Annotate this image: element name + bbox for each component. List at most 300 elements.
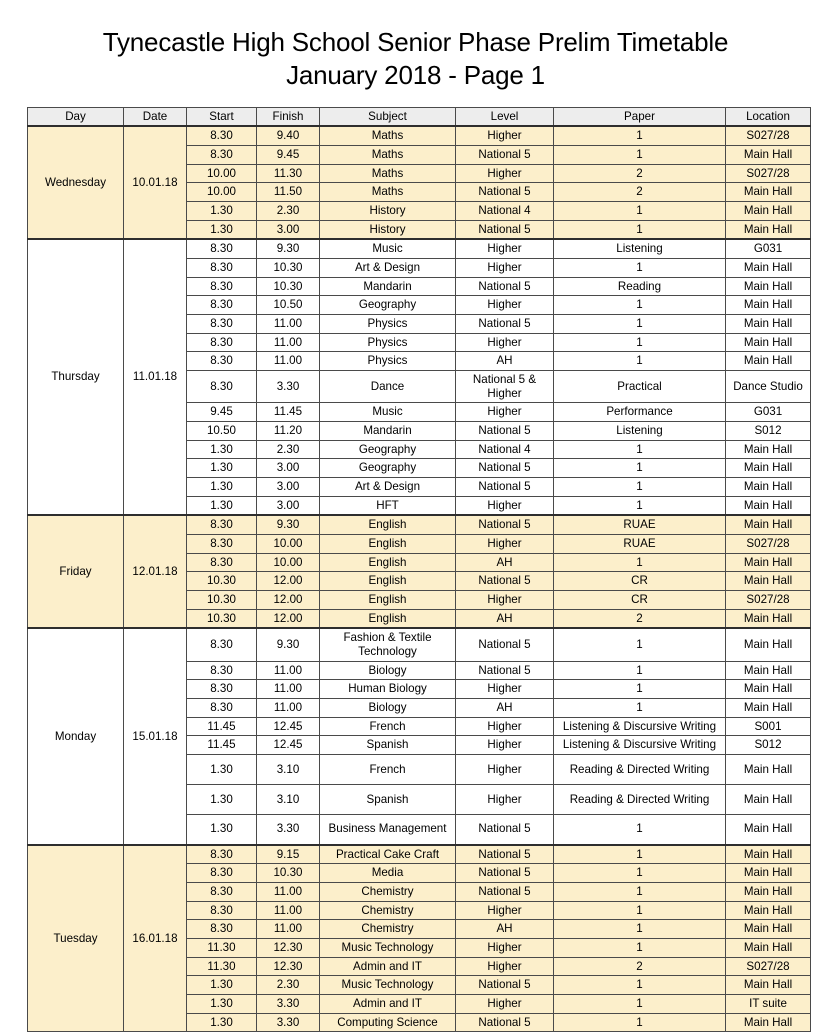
day-label: Thursday: [28, 239, 124, 515]
exam-paper: 1: [554, 661, 726, 680]
exam-paper: 1: [554, 815, 726, 845]
column-header-date: Date: [124, 107, 187, 126]
exam-finish-time: 12.00: [257, 591, 320, 610]
exam-location: Main Hall: [726, 882, 811, 901]
exam-start-time: 8.30: [187, 699, 257, 718]
exam-finish-time: 10.00: [257, 553, 320, 572]
exam-location: Main Hall: [726, 661, 811, 680]
exam-level: National 5: [456, 1013, 554, 1032]
exam-start-time: 8.30: [187, 352, 257, 371]
exam-subject: Physics: [320, 333, 456, 352]
exam-paper: Listening & Discursive Writing: [554, 736, 726, 755]
exam-location: Dance Studio: [726, 370, 811, 402]
exam-finish-time: 11.20: [257, 421, 320, 440]
exam-level: AH: [456, 699, 554, 718]
header-row: [28, 107, 811, 126]
exam-level: Higher: [456, 736, 554, 755]
exam-start-time: 8.30: [187, 277, 257, 296]
exam-level: National 5: [456, 477, 554, 496]
exam-level: National 5: [456, 864, 554, 883]
exam-level: Higher: [456, 403, 554, 422]
exam-paper: 1: [554, 496, 726, 515]
exam-finish-time: 11.00: [257, 680, 320, 699]
exam-start-time: 11.30: [187, 938, 257, 957]
exam-level: National 5: [456, 459, 554, 478]
exam-subject: Music: [320, 403, 456, 422]
exam-subject: Art & Design: [320, 258, 456, 277]
title-line-1: Tynecastle High School Senior Phase Prelim Timetable: [102, 27, 729, 57]
column-header-start: Start: [187, 107, 257, 126]
exam-subject: English: [320, 515, 456, 534]
column-header-paper: Paper: [554, 107, 726, 126]
exam-level: Higher: [456, 755, 554, 785]
exam-level: Higher: [456, 496, 554, 515]
exam-subject: History: [320, 201, 456, 220]
exam-location: Main Hall: [726, 296, 811, 315]
exam-paper: 1: [554, 145, 726, 164]
exam-subject: French: [320, 717, 456, 736]
exam-start-time: 8.30: [187, 553, 257, 572]
exam-location: S027/28: [726, 534, 811, 553]
exam-finish-time: 3.30: [257, 994, 320, 1013]
exam-subject: Music: [320, 239, 456, 258]
exam-level: National 5: [456, 661, 554, 680]
exam-start-time: 1.30: [187, 755, 257, 785]
exam-paper: 1: [554, 628, 726, 661]
exam-subject: Business Management: [320, 815, 456, 845]
exam-location: S027/28: [726, 126, 811, 145]
exam-location: Main Hall: [726, 901, 811, 920]
exam-subject: Chemistry: [320, 901, 456, 920]
exam-paper: 1: [554, 333, 726, 352]
exam-paper: CR: [554, 572, 726, 591]
exam-finish-time: 12.30: [257, 938, 320, 957]
exam-start-time: 11.45: [187, 717, 257, 736]
exam-level: Higher: [456, 994, 554, 1013]
exam-finish-time: 11.00: [257, 314, 320, 333]
date-label: 10.01.18: [124, 126, 187, 239]
exam-start-time: 8.30: [187, 845, 257, 864]
exam-location: Main Hall: [726, 785, 811, 815]
exam-paper: 2: [554, 609, 726, 628]
exam-paper: 1: [554, 553, 726, 572]
exam-finish-time: 2.30: [257, 440, 320, 459]
exam-finish-time: 11.00: [257, 699, 320, 718]
exam-location: Main Hall: [726, 628, 811, 661]
exam-level: National 5: [456, 421, 554, 440]
exam-location: G031: [726, 239, 811, 258]
exam-subject: Dance: [320, 370, 456, 402]
exam-start-time: 8.30: [187, 126, 257, 145]
exam-paper: Listening: [554, 239, 726, 258]
exam-subject: Admin and IT: [320, 994, 456, 1013]
exam-start-time: 1.30: [187, 785, 257, 815]
exam-start-time: 11.45: [187, 736, 257, 755]
table-row: [28, 845, 811, 864]
exam-subject: Media: [320, 864, 456, 883]
exam-subject: Maths: [320, 183, 456, 202]
exam-paper: Listening: [554, 421, 726, 440]
exam-finish-time: 11.00: [257, 661, 320, 680]
exam-paper: 1: [554, 201, 726, 220]
exam-level: Higher: [456, 591, 554, 610]
exam-level: National 4: [456, 440, 554, 459]
page-title: [0, 0, 831, 93]
exam-finish-time: 10.30: [257, 277, 320, 296]
exam-subject: English: [320, 591, 456, 610]
date-label: 15.01.18: [124, 628, 187, 844]
exam-level: Higher: [456, 126, 554, 145]
exam-level: Higher: [456, 717, 554, 736]
exam-subject: French: [320, 755, 456, 785]
exam-finish-time: 12.45: [257, 717, 320, 736]
column-header-location: Location: [726, 107, 811, 126]
exam-finish-time: 10.50: [257, 296, 320, 315]
exam-finish-time: 10.30: [257, 258, 320, 277]
exam-level: Higher: [456, 333, 554, 352]
exam-level: National 5: [456, 845, 554, 864]
column-header-day: Day: [28, 107, 124, 126]
exam-subject: History: [320, 220, 456, 239]
exam-paper: 2: [554, 183, 726, 202]
exam-paper: 1: [554, 901, 726, 920]
exam-subject: English: [320, 534, 456, 553]
exam-start-time: 8.30: [187, 296, 257, 315]
exam-start-time: 1.30: [187, 477, 257, 496]
exam-start-time: 1.30: [187, 220, 257, 239]
exam-level: Higher: [456, 680, 554, 699]
exam-level: National 4: [456, 201, 554, 220]
exam-finish-time: 9.40: [257, 126, 320, 145]
exam-finish-time: 12.45: [257, 736, 320, 755]
exam-subject: Practical Cake Craft: [320, 845, 456, 864]
day-label: Tuesday: [28, 845, 124, 1032]
exam-paper: 1: [554, 920, 726, 939]
exam-start-time: 1.30: [187, 201, 257, 220]
exam-level: National 5: [456, 572, 554, 591]
exam-location: Main Hall: [726, 515, 811, 534]
date-label: 12.01.18: [124, 515, 187, 628]
exam-level: Higher: [456, 938, 554, 957]
exam-finish-time: 9.30: [257, 628, 320, 661]
exam-subject: Fashion & Textile Technology: [320, 628, 456, 661]
exam-location: Main Hall: [726, 609, 811, 628]
date-label: 16.01.18: [124, 845, 187, 1032]
exam-subject: Maths: [320, 164, 456, 183]
exam-paper: 2: [554, 164, 726, 183]
exam-location: Main Hall: [726, 815, 811, 845]
day-label: Monday: [28, 628, 124, 844]
exam-location: S012: [726, 421, 811, 440]
exam-location: Main Hall: [726, 201, 811, 220]
exam-location: Main Hall: [726, 145, 811, 164]
exam-finish-time: 3.30: [257, 1013, 320, 1032]
exam-start-time: 11.30: [187, 957, 257, 976]
exam-start-time: 8.30: [187, 370, 257, 402]
exam-level: Higher: [456, 957, 554, 976]
exam-paper: 1: [554, 126, 726, 145]
exam-level: National 5: [456, 515, 554, 534]
exam-paper: 1: [554, 459, 726, 478]
exam-subject: Mandarin: [320, 421, 456, 440]
exam-finish-time: 3.30: [257, 815, 320, 845]
exam-location: S027/28: [726, 164, 811, 183]
exam-level: National 5: [456, 145, 554, 164]
exam-subject: Geography: [320, 440, 456, 459]
exam-location: Main Hall: [726, 440, 811, 459]
exam-subject: Chemistry: [320, 882, 456, 901]
exam-paper: 1: [554, 976, 726, 995]
exam-finish-time: 3.10: [257, 755, 320, 785]
exam-level: Higher: [456, 901, 554, 920]
exam-level: Higher: [456, 534, 554, 553]
exam-start-time: 1.30: [187, 1013, 257, 1032]
exam-location: Main Hall: [726, 680, 811, 699]
exam-paper: 1: [554, 258, 726, 277]
table-row: [28, 515, 811, 534]
exam-finish-time: 3.00: [257, 220, 320, 239]
exam-finish-time: 12.00: [257, 572, 320, 591]
exam-finish-time: 12.30: [257, 957, 320, 976]
exam-location: Main Hall: [726, 258, 811, 277]
exam-subject: Geography: [320, 296, 456, 315]
prelim-timetable: [27, 107, 811, 1032]
exam-finish-time: 9.15: [257, 845, 320, 864]
exam-location: S001: [726, 717, 811, 736]
exam-finish-time: 3.30: [257, 370, 320, 402]
exam-location: Main Hall: [726, 183, 811, 202]
exam-finish-time: 10.00: [257, 534, 320, 553]
exam-start-time: 1.30: [187, 994, 257, 1013]
exam-start-time: 10.30: [187, 609, 257, 628]
exam-location: Main Hall: [726, 572, 811, 591]
exam-start-time: 8.30: [187, 515, 257, 534]
exam-start-time: 8.30: [187, 258, 257, 277]
exam-finish-time: 3.00: [257, 496, 320, 515]
exam-paper: 1: [554, 314, 726, 333]
exam-level: National 5: [456, 277, 554, 296]
exam-subject: Maths: [320, 126, 456, 145]
exam-start-time: 8.30: [187, 680, 257, 699]
exam-finish-time: 11.50: [257, 183, 320, 202]
exam-finish-time: 11.00: [257, 352, 320, 371]
exam-finish-time: 3.00: [257, 477, 320, 496]
exam-finish-time: 11.00: [257, 333, 320, 352]
exam-location: Main Hall: [726, 477, 811, 496]
exam-finish-time: 11.00: [257, 882, 320, 901]
exam-start-time: 8.30: [187, 145, 257, 164]
exam-start-time: 10.00: [187, 164, 257, 183]
exam-paper: RUAE: [554, 534, 726, 553]
exam-paper: RUAE: [554, 515, 726, 534]
exam-subject: Geography: [320, 459, 456, 478]
exam-subject: Biology: [320, 661, 456, 680]
exam-location: Main Hall: [726, 920, 811, 939]
exam-start-time: 8.30: [187, 661, 257, 680]
exam-start-time: 10.50: [187, 421, 257, 440]
exam-level: Higher: [456, 239, 554, 258]
exam-location: Main Hall: [726, 938, 811, 957]
exam-subject: Biology: [320, 699, 456, 718]
exam-finish-time: 11.00: [257, 920, 320, 939]
exam-paper: Reading: [554, 277, 726, 296]
exam-finish-time: 9.30: [257, 515, 320, 534]
exam-start-time: 8.30: [187, 239, 257, 258]
exam-finish-time: 9.30: [257, 239, 320, 258]
exam-finish-time: 11.30: [257, 164, 320, 183]
title-line-2: January 2018 - Page 1: [286, 60, 545, 91]
exam-paper: Practical: [554, 370, 726, 402]
exam-start-time: 8.30: [187, 628, 257, 661]
exam-start-time: 8.30: [187, 534, 257, 553]
exam-level: AH: [456, 920, 554, 939]
exam-start-time: 10.00: [187, 183, 257, 202]
exam-paper: 1: [554, 938, 726, 957]
exam-subject: English: [320, 553, 456, 572]
exam-subject: Physics: [320, 352, 456, 371]
exam-level: Higher: [456, 258, 554, 277]
exam-start-time: 8.30: [187, 901, 257, 920]
exam-finish-time: 11.45: [257, 403, 320, 422]
exam-subject: Maths: [320, 145, 456, 164]
exam-subject: Mandarin: [320, 277, 456, 296]
exam-level: AH: [456, 609, 554, 628]
exam-level: National 5: [456, 815, 554, 845]
column-header-finish: Finish: [257, 107, 320, 126]
exam-paper: 1: [554, 1013, 726, 1032]
exam-location: Main Hall: [726, 976, 811, 995]
exam-subject: Physics: [320, 314, 456, 333]
exam-paper: Performance: [554, 403, 726, 422]
exam-finish-time: 2.30: [257, 976, 320, 995]
exam-location: Main Hall: [726, 459, 811, 478]
timetable-container: [27, 107, 810, 1032]
exam-start-time: 1.30: [187, 459, 257, 478]
table-row: [28, 239, 811, 258]
exam-start-time: 8.30: [187, 333, 257, 352]
exam-subject: Spanish: [320, 785, 456, 815]
column-header-subject: Subject: [320, 107, 456, 126]
exam-location: IT suite: [726, 994, 811, 1013]
exam-level: Higher: [456, 296, 554, 315]
exam-level: National 5: [456, 882, 554, 901]
exam-finish-time: 3.10: [257, 785, 320, 815]
table-header: [28, 107, 811, 126]
exam-level: National 5: [456, 976, 554, 995]
exam-paper: 1: [554, 477, 726, 496]
exam-level: Higher: [456, 785, 554, 815]
exam-subject: Admin and IT: [320, 957, 456, 976]
exam-subject: Chemistry: [320, 920, 456, 939]
day-label: Friday: [28, 515, 124, 628]
exam-start-time: 8.30: [187, 882, 257, 901]
exam-paper: 1: [554, 864, 726, 883]
exam-level: National 5: [456, 628, 554, 661]
exam-level: AH: [456, 553, 554, 572]
table-row: [28, 628, 811, 661]
exam-paper: 1: [554, 994, 726, 1013]
exam-location: S027/28: [726, 957, 811, 976]
exam-level: National 5: [456, 314, 554, 333]
exam-paper: 2: [554, 957, 726, 976]
exam-paper: 1: [554, 352, 726, 371]
exam-finish-time: 12.00: [257, 609, 320, 628]
exam-location: Main Hall: [726, 352, 811, 371]
exam-paper: Reading & Directed Writing: [554, 755, 726, 785]
exam-level: National 5 & Higher: [456, 370, 554, 402]
exam-paper: Listening & Discursive Writing: [554, 717, 726, 736]
date-label: 11.01.18: [124, 239, 187, 515]
exam-paper: 1: [554, 680, 726, 699]
exam-paper: 1: [554, 440, 726, 459]
exam-level: AH: [456, 352, 554, 371]
exam-location: Main Hall: [726, 277, 811, 296]
day-label: Wednesday: [28, 126, 124, 239]
exam-start-time: 1.30: [187, 976, 257, 995]
exam-start-time: 8.30: [187, 864, 257, 883]
table-row: [28, 126, 811, 145]
exam-subject: Art & Design: [320, 477, 456, 496]
exam-location: Main Hall: [726, 220, 811, 239]
exam-subject: English: [320, 609, 456, 628]
exam-start-time: 1.30: [187, 815, 257, 845]
exam-finish-time: 3.00: [257, 459, 320, 478]
exam-location: Main Hall: [726, 845, 811, 864]
exam-location: Main Hall: [726, 333, 811, 352]
exam-start-time: 1.30: [187, 440, 257, 459]
exam-subject: Music Technology: [320, 976, 456, 995]
exam-start-time: 10.30: [187, 572, 257, 591]
exam-paper: Reading & Directed Writing: [554, 785, 726, 815]
exam-subject: Computing Science: [320, 1013, 456, 1032]
exam-finish-time: 2.30: [257, 201, 320, 220]
exam-location: Main Hall: [726, 1013, 811, 1032]
exam-location: G031: [726, 403, 811, 422]
exam-subject: Human Biology: [320, 680, 456, 699]
exam-subject: Music Technology: [320, 938, 456, 957]
exam-paper: 1: [554, 296, 726, 315]
exam-location: Main Hall: [726, 496, 811, 515]
exam-location: Main Hall: [726, 314, 811, 333]
exam-finish-time: 9.45: [257, 145, 320, 164]
exam-subject: Spanish: [320, 736, 456, 755]
table-body: [28, 126, 811, 1032]
column-header-level: Level: [456, 107, 554, 126]
exam-location: Main Hall: [726, 699, 811, 718]
exam-paper: 1: [554, 882, 726, 901]
exam-paper: 1: [554, 699, 726, 718]
exam-start-time: 9.45: [187, 403, 257, 422]
exam-level: Higher: [456, 164, 554, 183]
exam-finish-time: 10.30: [257, 864, 320, 883]
exam-finish-time: 11.00: [257, 901, 320, 920]
exam-paper: 1: [554, 845, 726, 864]
exam-start-time: 1.30: [187, 496, 257, 515]
exam-level: National 5: [456, 220, 554, 239]
exam-location: Main Hall: [726, 864, 811, 883]
exam-location: S012: [726, 736, 811, 755]
exam-paper: CR: [554, 591, 726, 610]
exam-start-time: 10.30: [187, 591, 257, 610]
exam-start-time: 8.30: [187, 314, 257, 333]
exam-paper: 1: [554, 220, 726, 239]
exam-location: Main Hall: [726, 755, 811, 785]
exam-location: Main Hall: [726, 553, 811, 572]
exam-subject: HFT: [320, 496, 456, 515]
exam-level: National 5: [456, 183, 554, 202]
exam-location: S027/28: [726, 591, 811, 610]
exam-start-time: 8.30: [187, 920, 257, 939]
